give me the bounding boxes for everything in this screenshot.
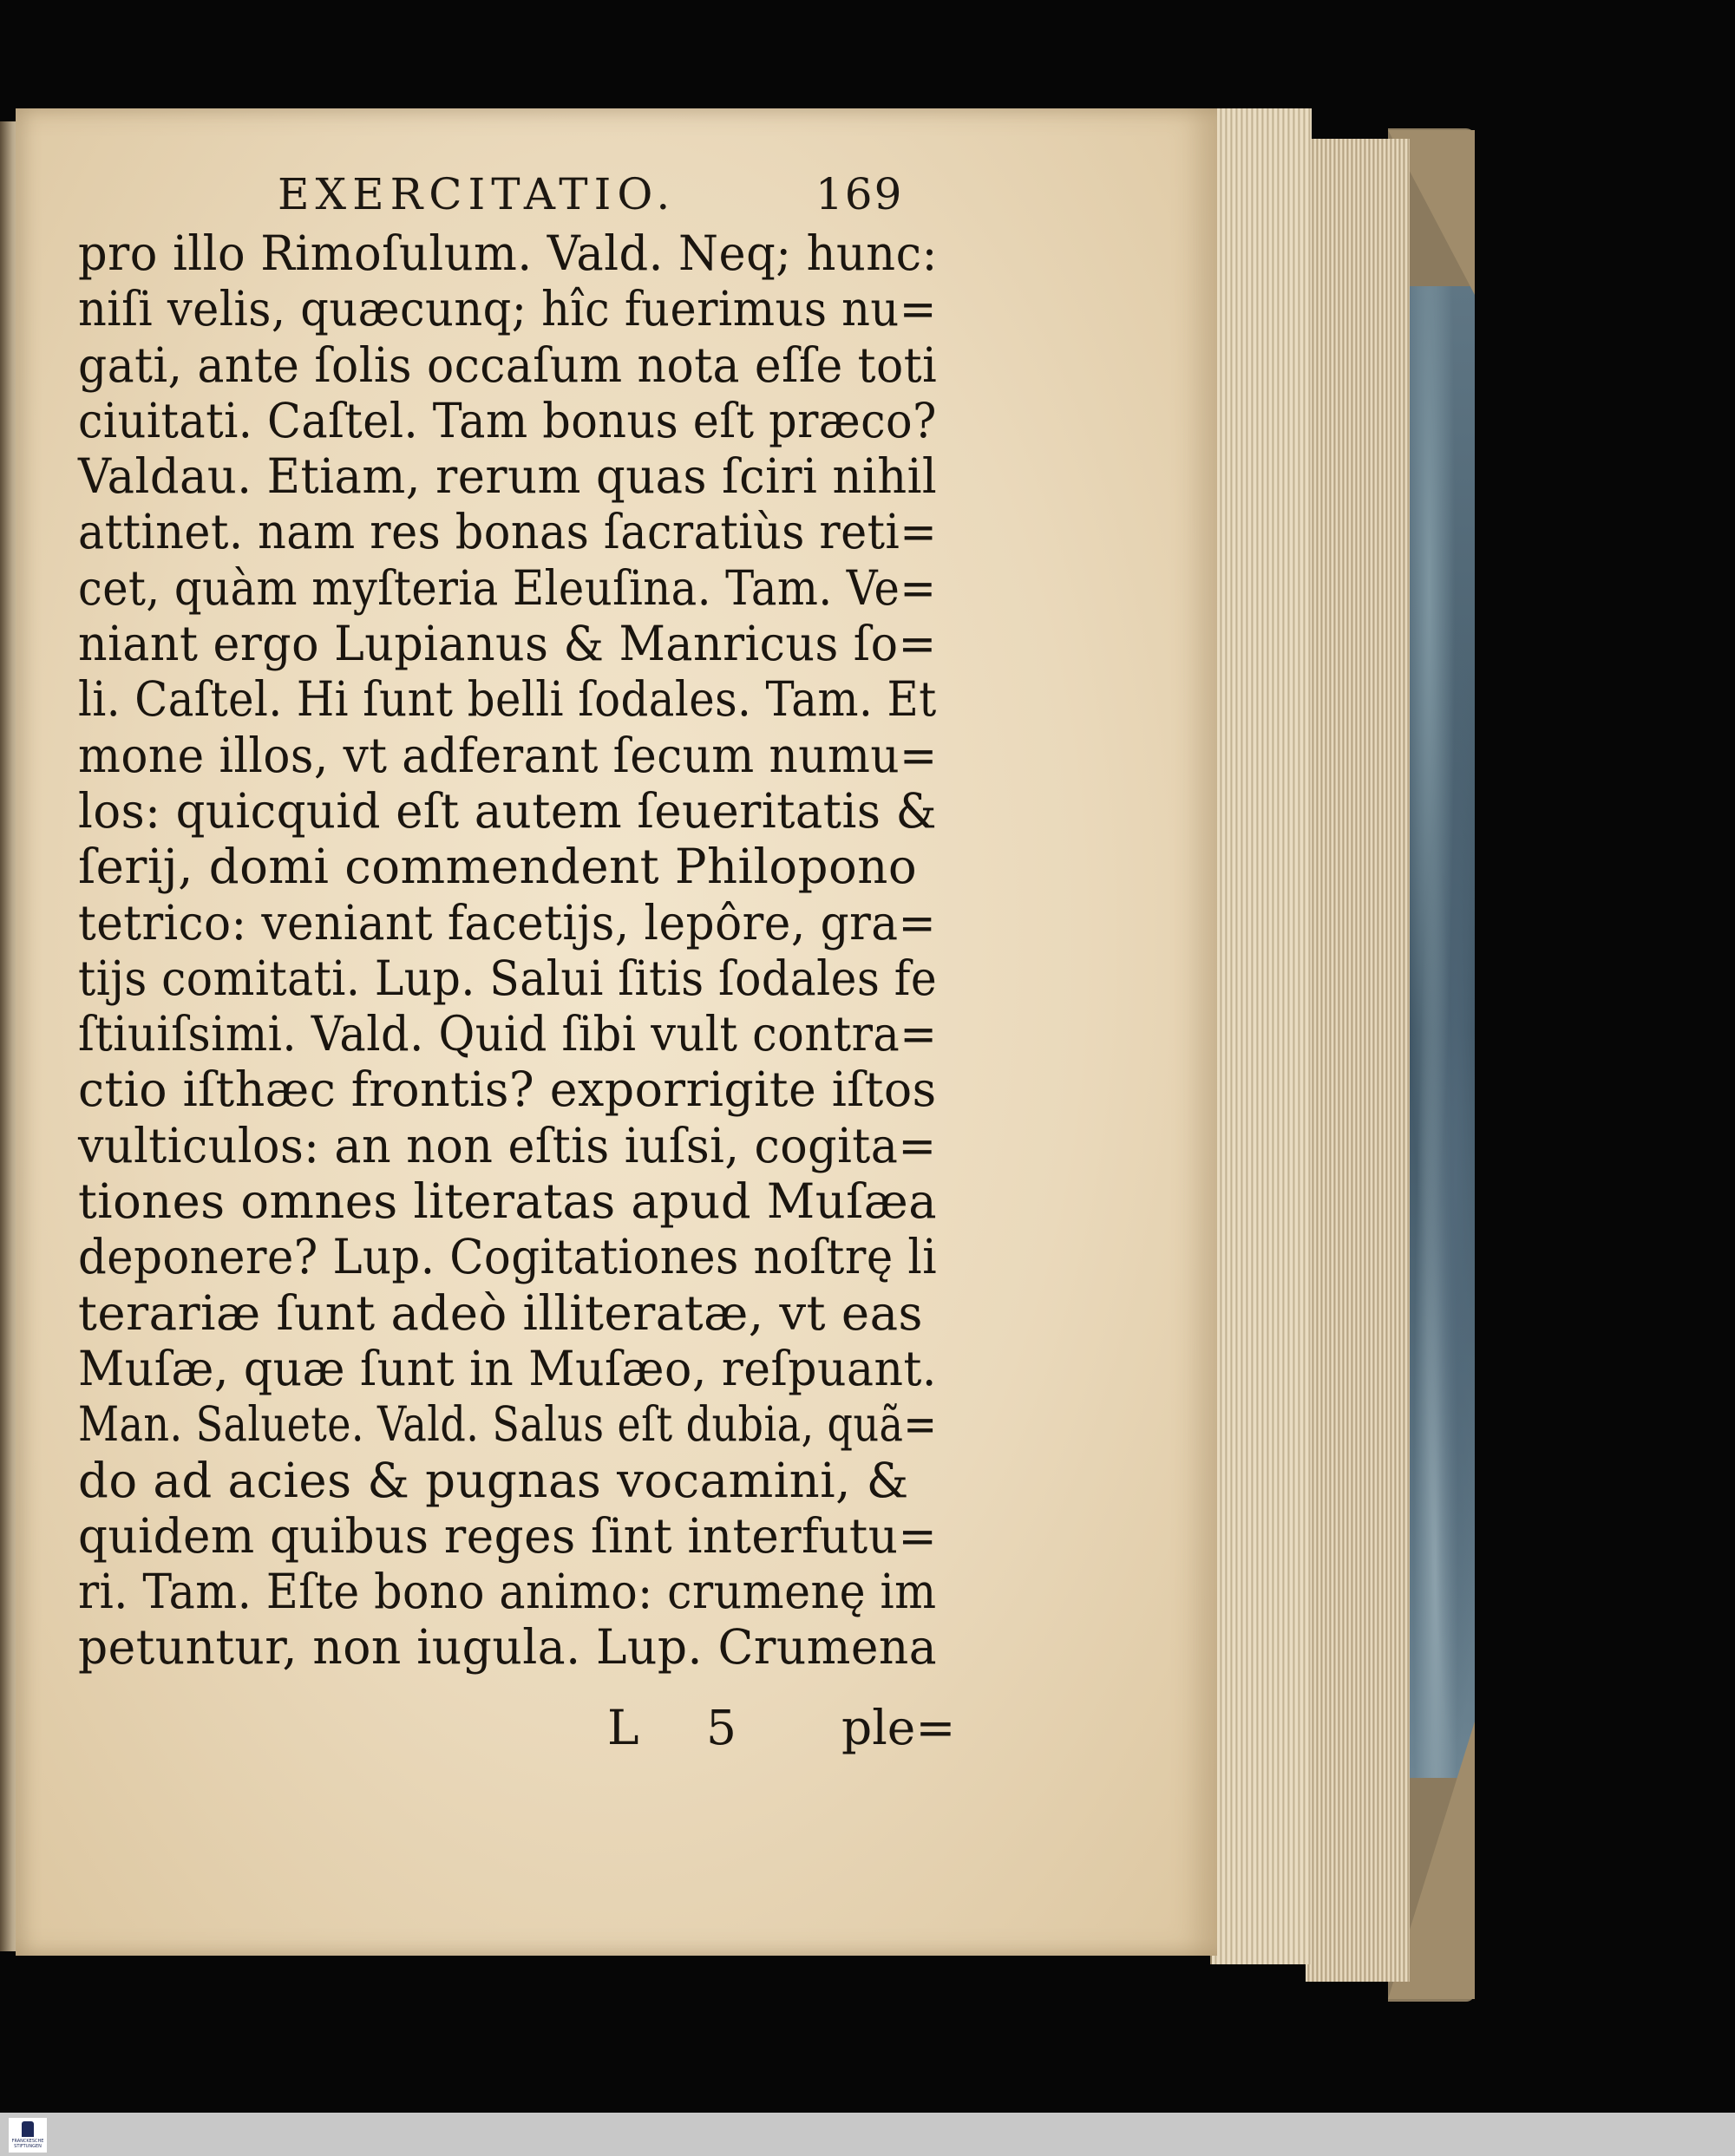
text-line: deponere? Lup. Cogitationes noſtrę li xyxy=(78,1229,938,1285)
text-line: tijs comitati. Lup. Salui ſitis ſodales fe xyxy=(78,950,938,1006)
text-line: do ad acies & pugnas vocamini, & xyxy=(78,1452,909,1508)
text-line: ciuitati. Caſtel. Tam bonus eſt præco? xyxy=(78,392,937,448)
text-line: tiones omnes literatas apud Muſæa xyxy=(78,1173,938,1230)
catchword: ple= xyxy=(841,1700,956,1755)
text-line: Valdau. Etiam, rerum quas ſciri nihil xyxy=(78,448,938,505)
text-line: ſerij, domi commendent Philopono xyxy=(78,839,918,895)
text-line: ſtiuiſsimi. Vald. Quid ſibi vult contra= xyxy=(78,1006,938,1062)
text-line: tetrico: veniant facetijs, lepôre, gra= xyxy=(78,894,937,951)
text-line: vulticulos: an non eſtis iuſsi, cogita= xyxy=(78,1117,937,1173)
text-line: attinet. nam res bonas ſacratiùs reti= xyxy=(78,504,938,560)
text-line: ctio iſthæc frontis? exporrigite iſtos xyxy=(78,1062,937,1118)
text-line: mone illos, vt adferant ſecum numu= xyxy=(78,727,938,783)
marbled-board xyxy=(1410,286,1475,1778)
text-line: quidem quibus reges ſint interfutu= xyxy=(78,1507,938,1564)
page-block-edge xyxy=(1210,108,1312,1964)
signature-mark: L 5 xyxy=(607,1700,763,1755)
running-head xyxy=(278,169,920,230)
text-block xyxy=(78,225,946,1676)
text-line: li. Caſtel. Hi ſunt belli ſodales. Tam. Et xyxy=(78,671,937,728)
text-line: petuntur, non iugula. Lup. Crumena xyxy=(78,1619,938,1676)
page-number: 169 xyxy=(815,169,904,219)
text-line: Muſæ, quæ ſunt in Muſæo, reſpuant. xyxy=(78,1340,937,1396)
running-title: EXERCITATIO. xyxy=(278,169,677,219)
library-logo-icon[interactable] xyxy=(9,2118,47,2153)
page-block-edge-outer xyxy=(1306,139,1410,1982)
text-line: terariæ ſunt adeò illiteratæ, vt eas xyxy=(78,1284,923,1341)
library-name: FRANCKESCHE STIFTUNGEN xyxy=(11,2139,44,2149)
text-line: gati, ante ſolis occaſum nota eſſe toti xyxy=(78,336,938,393)
catchline xyxy=(607,1700,954,1761)
text-line: cet, quàm myſteria Eleuſina. Tam. Ve= xyxy=(78,559,937,616)
library-emblem xyxy=(22,2121,34,2137)
text-line: niſi velis, quæcunq; hîc fuerimus nu= xyxy=(78,281,937,337)
viewer-footer-bar xyxy=(0,2113,1735,2156)
text-line: pro illo Rimoſulum. Vald. Neq; hunc: xyxy=(78,225,938,281)
text-line: Man. Saluete. Vald. Salus eſt dubia, quã= xyxy=(78,1396,938,1453)
text-line: ri. Tam. Eſte bono animo: crumenę im xyxy=(78,1564,937,1620)
text-line: niant ergo Lupianus & Manricus ſo= xyxy=(78,616,937,672)
text-line: los: quicquid eſt autem ſeueritatis & xyxy=(78,782,938,839)
